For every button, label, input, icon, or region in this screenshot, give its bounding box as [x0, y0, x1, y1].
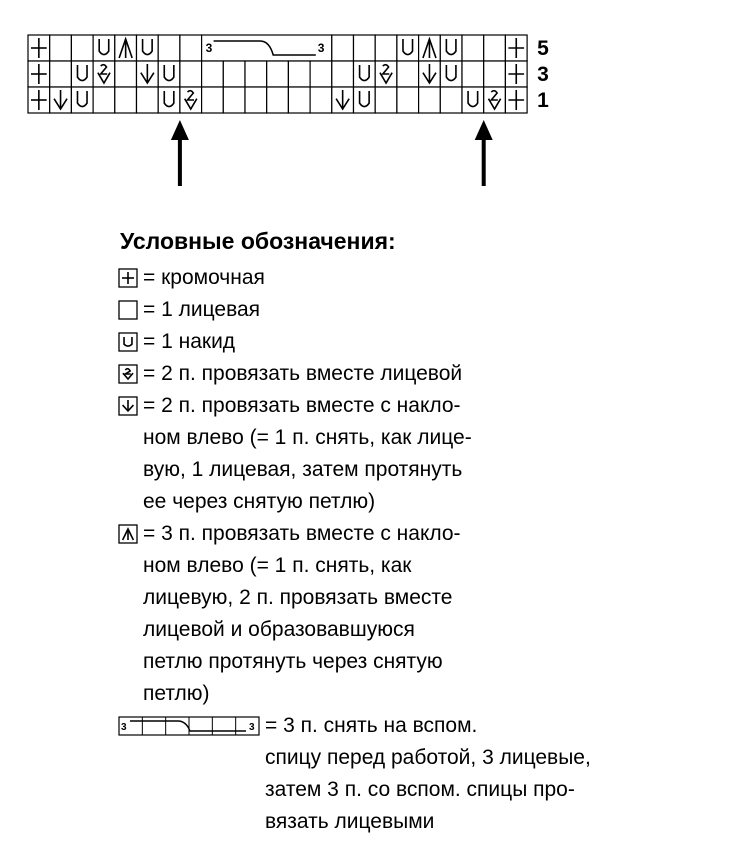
legend-item-text: = 3 п. провязать вместе с накло- ном влево (= 1 п. снять, как лицевую, 2 п. провязать вместе лицевой и образовавшуюся петлю протянуть через снятую петлю)	[143, 522, 461, 705]
chart-cell-knit	[158, 35, 180, 61]
chart-cell-knit	[462, 61, 484, 87]
chart-cell-knit	[202, 61, 224, 87]
legend-item-text: = 1 накид	[143, 330, 236, 353]
chart-cell-knit	[223, 87, 245, 113]
chart-cell-k2tog	[180, 87, 202, 113]
legend-item-k2tog_left	[118, 390, 718, 518]
chart-cell-edge	[505, 35, 527, 61]
arrow-up-icon	[171, 120, 189, 186]
chart-cell-knit	[332, 35, 354, 61]
chart-cell-yo	[93, 35, 115, 61]
legend-item-knit	[118, 294, 718, 326]
chart-cell-knit	[397, 61, 419, 87]
chart-cell-yo	[397, 35, 419, 61]
marker-arrows	[171, 120, 493, 186]
arrow-up-icon	[475, 120, 493, 186]
chart-cell-k2tog	[93, 61, 115, 87]
chart-cell-knit	[180, 61, 202, 87]
chart-cell-knit	[71, 35, 93, 61]
legend-symbol-knit-icon	[118, 300, 138, 320]
chart-cell-yo	[354, 61, 376, 87]
chart-cell-knit	[93, 87, 115, 113]
chart-cell-knit	[288, 61, 310, 87]
chart-cell-knit	[267, 61, 289, 87]
chart-cell-k2tog	[484, 87, 506, 113]
chart-cell-k2tog_left	[137, 61, 159, 87]
legend	[118, 262, 718, 838]
chart-cell-knit	[484, 61, 506, 87]
row-label: 1	[537, 89, 549, 112]
legend-item-text: = 2 п. провязать вместе лицевой	[143, 362, 463, 385]
chart-cell-yo	[158, 61, 180, 87]
chart-cell-k2tog_left	[332, 87, 354, 113]
row-labels	[537, 37, 549, 112]
chart-cell-knit	[180, 35, 202, 61]
chart-grid	[28, 35, 527, 113]
chart-cell-k2tog_left	[419, 61, 441, 87]
cable-number: 3	[121, 722, 127, 733]
chart-cell-edge	[505, 61, 527, 87]
legend-item-text: = 2 п. провязать вместе с накло- ном влево (= 1 п. снять, как лице- вую, 1 лицевая, затем протянуть ее через снятую петлю)	[143, 394, 472, 513]
chart-cell-knit	[310, 87, 332, 113]
chart-cell-yo	[354, 87, 376, 113]
legend-item-yo	[118, 326, 718, 358]
chart-cell-knit	[354, 35, 376, 61]
chart-cell-edge	[28, 87, 50, 113]
legend-item-edge	[118, 262, 718, 294]
chart-cell-knit	[440, 87, 462, 113]
chart-cell-yo	[71, 61, 93, 87]
chart-cell-knit	[288, 87, 310, 113]
legend-symbol-cable-icon	[118, 716, 260, 736]
chart-cell-yo	[440, 35, 462, 61]
chart-cell-yo	[71, 87, 93, 113]
knitting-chart	[0, 0, 739, 200]
chart-cell-knit	[137, 87, 159, 113]
legend-item-k3tog_left	[118, 518, 718, 710]
chart-cell-edge	[28, 61, 50, 87]
legend-symbol-k2tog-icon	[118, 364, 138, 384]
legend-symbol-edge-icon	[118, 268, 138, 288]
chart-cell-knit	[115, 61, 137, 87]
chart-cell-knit	[397, 87, 419, 113]
chart-cell-k3tog_left	[419, 35, 441, 61]
chart-cell-knit	[267, 87, 289, 113]
chart-cell-yo	[158, 87, 180, 113]
chart-cell-knit	[419, 87, 441, 113]
legend-item-text: = 1 лицевая	[143, 298, 261, 321]
cable-number: 3	[249, 722, 255, 733]
chart-cell-knit	[332, 61, 354, 87]
chart-cell-k2tog	[375, 61, 397, 87]
chart-cell-knit	[375, 87, 397, 113]
chart-cell-knit	[50, 35, 72, 61]
chart-cell-knit	[375, 35, 397, 61]
legend-item-text: = 3 п. снять на вспом. спицу перед работой, 3 лицевые, затем 3 п. со вспом. спицы про- вязать лицевыми	[265, 714, 591, 833]
legend-item-text: = кромочная	[143, 266, 265, 289]
cable-number-left: 3	[205, 41, 213, 55]
row-label: 3	[537, 63, 549, 86]
chart-cell-yo	[440, 61, 462, 87]
legend-symbol-k3tog_left-icon	[118, 524, 138, 544]
legend-symbol-yo-icon	[118, 332, 138, 352]
chart-cell-knit	[202, 87, 224, 113]
chart-cell-knit	[245, 61, 267, 87]
chart-cell-k3tog_left	[115, 35, 137, 61]
chart-cell-knit	[50, 61, 72, 87]
chart-cell-knit	[310, 61, 332, 87]
row-label: 5	[537, 37, 549, 60]
legend-item-k2tog	[118, 358, 718, 390]
legend-symbol-k2tog_left-icon	[118, 396, 138, 416]
chart-cell-knit	[115, 87, 137, 113]
chart-cell-knit	[484, 35, 506, 61]
chart-cell-yo	[137, 35, 159, 61]
cable-number-right: 3	[317, 41, 325, 55]
chart-cell-edge	[505, 87, 527, 113]
chart-cell-yo	[462, 87, 484, 113]
chart-cell-cable	[202, 35, 332, 61]
chart-cell-edge	[28, 35, 50, 61]
legend-item-cable	[118, 710, 718, 838]
chart-cell-k2tog_left	[50, 87, 72, 113]
chart-cell-knit	[245, 87, 267, 113]
legend-title: Условные обозначения:	[120, 228, 396, 254]
chart-cell-knit	[462, 35, 484, 61]
chart-cell-knit	[223, 61, 245, 87]
